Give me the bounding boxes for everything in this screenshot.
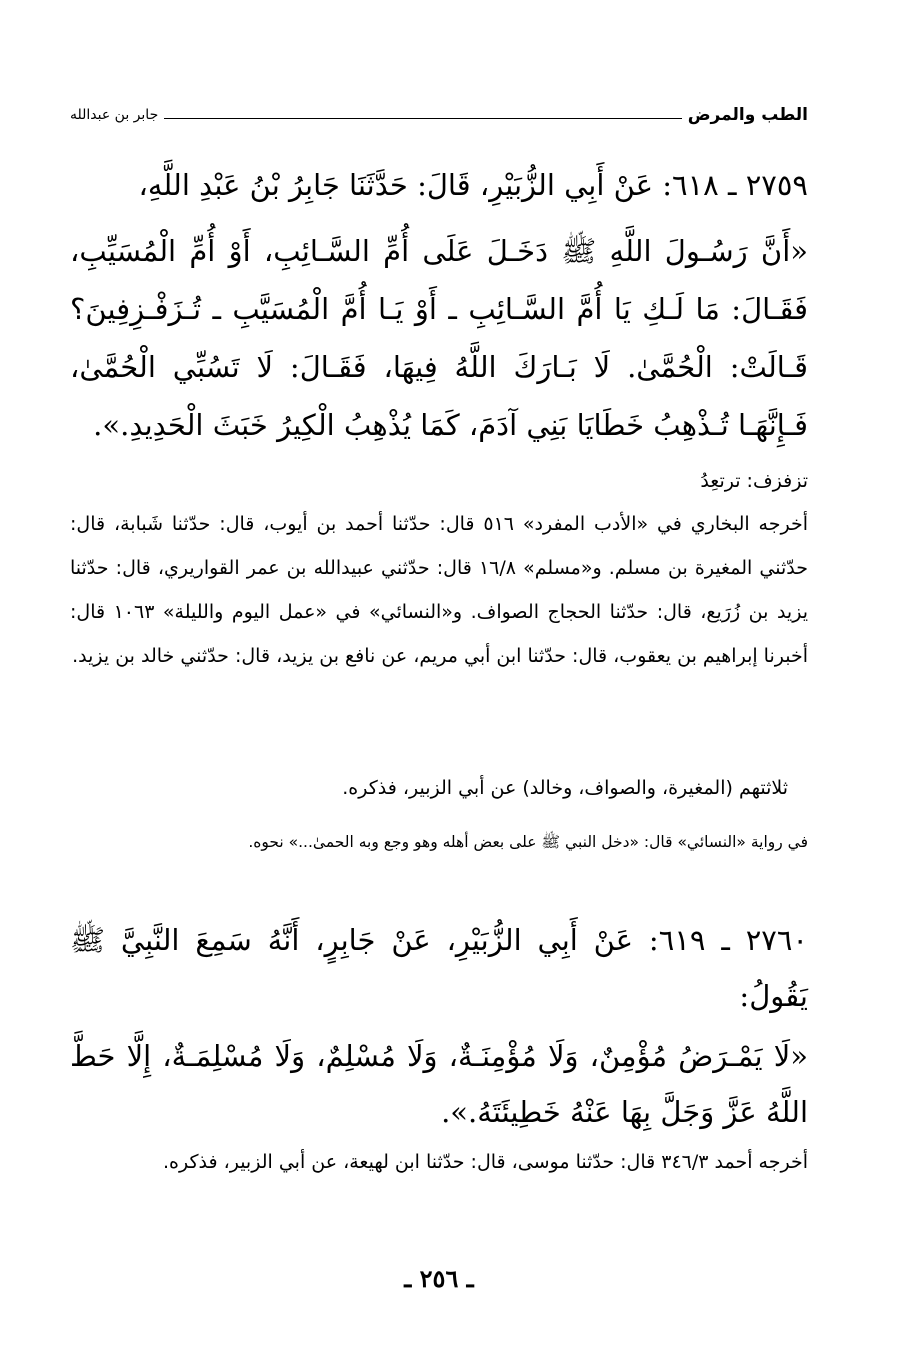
hadith-2759-summary: ثلاثتهم (المغيرة، والصواف، وخالد) عن أبي الزبير، فذكره. xyxy=(342,777,788,799)
chapter-title: جابر بن عبدالله xyxy=(70,107,159,123)
gloss: تزفزف: ترتعِدُ xyxy=(700,470,808,492)
hadith-2760-isnad: ٢٧٦٠ ـ ٦١٩: عَنْ أَبِي الزُّبَيْرِ، عَنْ جَابِرٍ، أَنَّهُ سَمِعَ النَّبِيَّ ﷺ يَقُولُ: xyxy=(70,923,809,1013)
page-number: ـ ٢٥٦ ـ xyxy=(404,1264,474,1293)
book-page xyxy=(70,0,808,1346)
running-header xyxy=(70,100,808,130)
hadith-2759-isnad: ٢٧٥٩ ـ ٦١٨: عَنْ أَبِي الزُّبَيْرِ، قَالَ: حَدَّثَنَا جَابِرُ بْنُ عَبْدِ اللَّهِ، xyxy=(138,168,808,202)
hadith-2759-note: في رواية «النسائي» قال: «دخل النبي ﷺ على بعض أهله وهو وجع وبه الحمىٰ...» نحوه. xyxy=(248,833,808,851)
header-rule xyxy=(164,118,681,119)
hadith-2760-matn: «لَا يَمْـرَضُ مُؤْمِنٌ، وَلَا مُؤْمِنَـةٌ، وَلَا مُسْلِمٌ، وَلَا مُسْلِمَـةٌ، إِلَّا حَطَّ اللَّهُ عَزَّ وَجَلَّ بِهَا عَنْهُ خَطِيئَتَهُ.». xyxy=(70,1039,808,1129)
hadith-2759-takhrij: أخرجه البخاري في «الأدب المفرد» ٥١٦ قال: حدّثنا أحمد بن أيوب، قال: حدّثنا شَبابة، قال: حدّثني المغيرة بن مسلم. و«مسلم» ١٦/٨ قال: حدّثني عبيدالله بن عمر القواريري، قال: حدّثنا يزيد بن زُرَيع، قال: حدّثنا الحجاج الصواف. و«النسائي» في «عمل اليوم والليلة» ١٠٦٣ قال: أخبرنا إبراهيم بن يعقوب، قال: حدّثنا ابن أبي مريم، عن نافع بن يزيد، قال: حدّثني خالد بن يزيد. xyxy=(70,513,808,667)
hadith-2759-matn: «أَنَّ رَسُـولَ اللَّهِ ﷺ دَخَـلَ عَلَى أُمِّ السَّـائِبِ، أَوْ أُمِّ الْمُسَيِّبِ، فَقَـالَ: مَا لَـكِ يَا أُمَّ السَّـائِبِ ـ أَوْ يَـا أُمَّ الْمُسَيَّبِ ـ تُـزَفْـزِفِينَ؟ قَـالَتْ: الْحُمَّىٰ. لَا بَـارَكَ اللَّهُ فِيهَا، فَقَـالَ: لَا تَسُبِّي الْحُمَّىٰ، فَـإِنَّهَـا تُـذْهِبُ خَطَايَا بَنِي آدَمَ، كَمَا يُذْهِبُ الْكِيرُ خَبَثَ الْحَدِيدِ.». xyxy=(70,234,808,442)
section-title: الطب والمرض xyxy=(687,105,808,125)
hadith-2760-takhrij: أخرجه أحمد ٣٤٦/٣ قال: حدّثنا موسى، قال: حدّثنا ابن لهيعة، عن أبي الزبير، فذكره. xyxy=(162,1151,808,1173)
